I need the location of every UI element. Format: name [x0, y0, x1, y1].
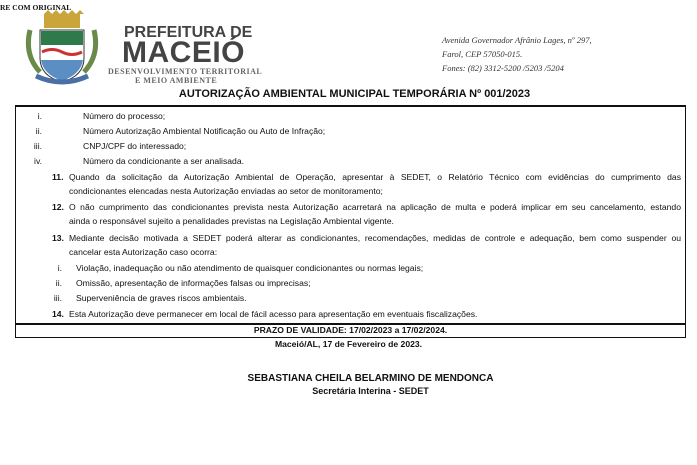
list-item: Omissão, apresentação de informações falsas ou imprecisas;: [76, 278, 311, 288]
item-text: condicionantes elencadas nesta Autorização enviadas ao setor de monitoramento;: [69, 186, 383, 196]
address-line: Avenida Governador Afrânio Lages, nº 297,: [442, 35, 592, 45]
list-marker: ii.: [35, 126, 42, 136]
list-item: Número do processo;: [83, 111, 166, 121]
signer-role: Secretária Interina - SEDET: [312, 386, 429, 396]
list-marker: iii.: [33, 141, 42, 151]
brand-line-2: MACEIÓ: [122, 36, 245, 69]
place-date: Maceió/AL, 17 de Fevereiro de 2023.: [274, 339, 423, 349]
address-block: [442, 33, 592, 75]
list-item: Violação, inadequação ou não atendimento de quaisquer condicionantes ou normas legais;: [76, 263, 424, 273]
list-marker: iv.: [34, 156, 42, 166]
item-text: ainda o responsável sujeito a penalidades previstas na Legislação Ambiental vigente.: [69, 216, 394, 226]
document-title: AUTORIZAÇÃO AMBIENTAL MUNICIPAL TEMPORÁRIA Nº 001/2023: [178, 88, 531, 100]
list-item: CNPJ/CPF do interessado;: [83, 141, 187, 151]
conditions-box: [15, 105, 686, 324]
list-marker: i.: [37, 111, 42, 121]
address-line: Farol, CEP 57050-015.: [442, 49, 523, 59]
item-text: Mediante decisão motivada a SEDET poderá alterar as condicionantes, recomendações, medidas de controle e adequação, bem como suspender ou: [69, 233, 681, 243]
item-text: cancelar esta Autorização caso ocorra:: [69, 247, 218, 257]
list-item: Número da condicionante a ser analisada.: [83, 156, 244, 166]
item-number: 12.: [52, 202, 64, 212]
brand-line-4: E MEIO AMBIENTE: [135, 76, 218, 85]
item-text: Esta Autorização deve permanecer em local de fácil acesso para apresentação em eventuais fiscalizações.: [69, 309, 478, 319]
maceio-coat-of-arms: [22, 10, 102, 88]
list-item: Número Autorização Ambiental Notificação ou Auto de Infração;: [83, 126, 326, 136]
item-number: 14.: [52, 309, 64, 319]
original-stamp-text: RE COM ORIGINAL: [0, 3, 72, 12]
phones-line: Fones: (82) 3312-5200 /5203 /5204: [442, 63, 564, 73]
signer-name: SEBASTIANA CHEILA BELARMINO DE MENDONCA: [247, 373, 494, 384]
item-text: Quando da solicitação da Autorização Ambiental de Operação, apresentar à SEDET, o Relatório Técnico com evidências do cumprimento das: [69, 172, 681, 182]
list-marker: iii.: [53, 293, 62, 303]
validity-box: PRAZO DE VALIDADE: 17/02/2023 a 17/02/2024.: [15, 323, 686, 338]
brand-line-3: DESENVOLVIMENTO TERRITORIAL: [108, 67, 263, 76]
list-item: Superveniência de graves riscos ambientais.: [76, 293, 247, 303]
item-text: O não cumprimento das condicionantes prevista nesta Autorização acarretará na aplicação de multa e poderá implicar em seu cancelamento, estando: [69, 202, 681, 212]
list-marker: i.: [57, 263, 62, 273]
item-number: 13.: [52, 233, 64, 243]
brand-line-1: PREFEITURA DE: [124, 24, 253, 41]
item-number: 11.: [52, 172, 64, 182]
list-marker: ii.: [55, 278, 62, 288]
